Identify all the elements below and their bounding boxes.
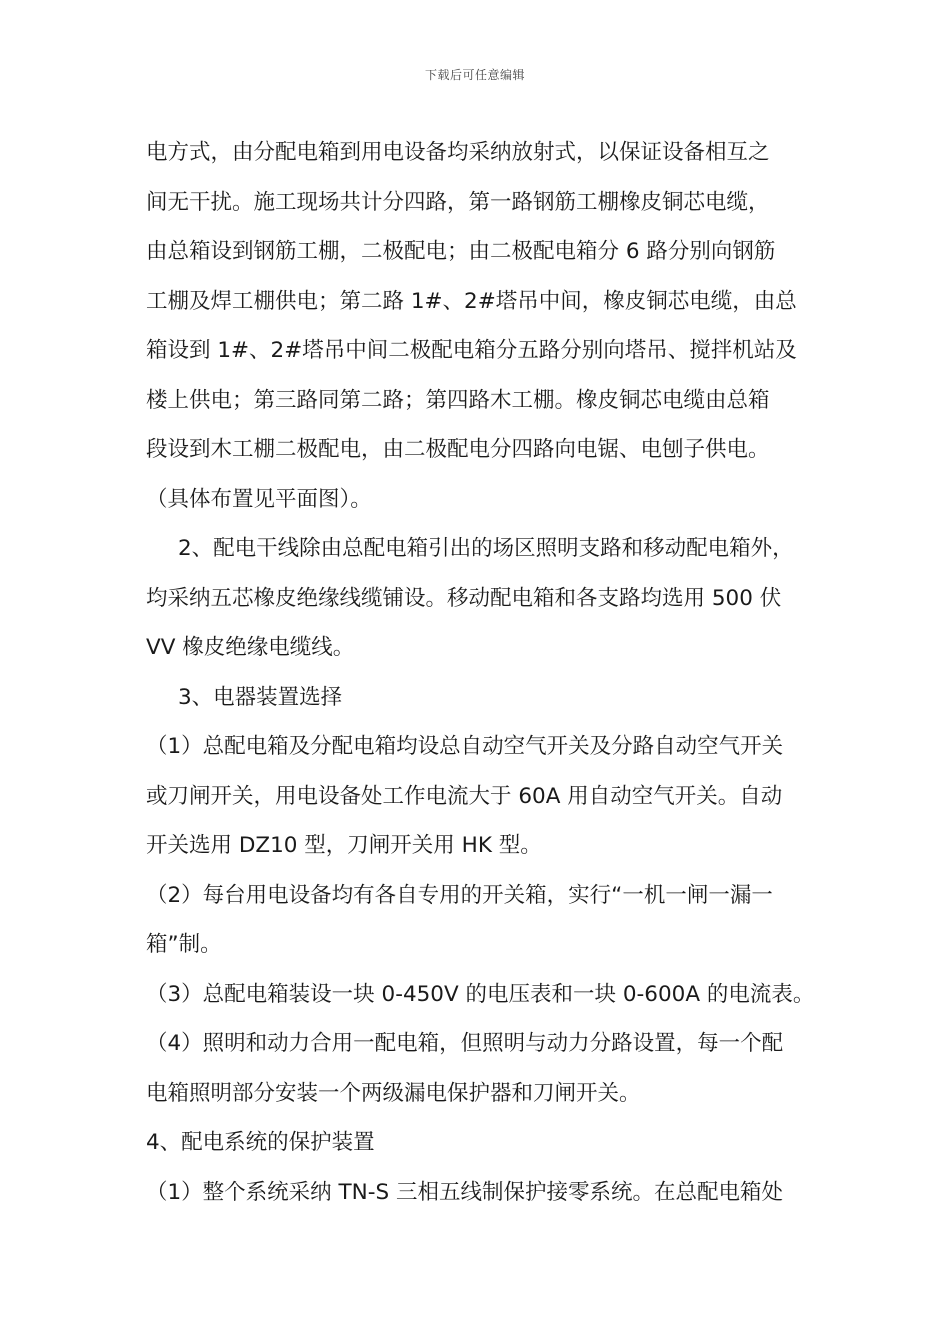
- text-line: 开关选用 DZ10 型，刀闸开关用 HK 型。: [146, 833, 542, 858]
- text-line: 箱设到 1#、2#塔吊中间二极配电箱分五路分别向塔吊、搅拌机站及: [146, 338, 797, 363]
- section-heading: 3、电器装置选择: [178, 684, 343, 710]
- text-line: （4）照明和动力合用一配电箱，但照明与动力分路设置，每一个配: [146, 1031, 784, 1056]
- text-line: 或刀闸开关，用电设备处工作电流大于 60A 用自动空气开关。自动: [146, 783, 783, 809]
- page-header: 下载后可任意编辑: [424, 68, 525, 82]
- text-line: 楼上供电；第三路同第二路；第四路木工棚。橡皮铜芯电缆由总箱: [146, 387, 770, 413]
- text-line: 电方式，由分配电箱到用电设备均采纳放射式，以保证设备相互之: [146, 140, 770, 165]
- text-line: （2）每台用电设备均有各自专用的开关箱，实行“一机一闸一漏一: [146, 882, 773, 908]
- text-line: （3）总配电箱装设一块 0-450V 的电压表和一块 0-600A 的电流表。: [146, 981, 814, 1007]
- text-line: （1）总配电箱及分配电箱均设总自动空气开关及分路自动空气开关: [146, 734, 784, 759]
- text-line: 间无干扰。施工现场共计分四路，第一路钢筋工棚橡皮铜芯电缆，: [146, 189, 770, 215]
- text-line: （具体布置见平面图）。: [146, 486, 372, 512]
- text-line: VV 橡皮绝缘电缆线。: [146, 635, 355, 660]
- text-line: 段设到木工棚二极配电，由二极配电分四路向电锯、电刨子供电。: [146, 437, 770, 462]
- text-line: 2、配电干线除由总配电箱引出的场区照明支路和移动配电箱外，: [178, 536, 794, 561]
- text-line: 均采纳五芯橡皮绝缘线缆铺设。移动配电箱和各支路均选用 500 伏: [146, 585, 782, 611]
- text-line: 电箱照明部分安装一个两级漏电保护器和刀闸开关。: [146, 1080, 641, 1106]
- document-body: [146, 128, 814, 1217]
- text-line: 由总箱设到钢筋工棚，二极配电；由二极配电箱分 6 路分别向钢筋: [146, 239, 776, 264]
- text-line: 工棚及焊工棚供电；第二路 1#、2#塔吊中间，橡皮铜芯电缆，由总: [146, 288, 797, 314]
- text-line: 箱”制。: [146, 932, 222, 957]
- text-line: （1）整个系统采纳 TN-S 三相五线制保护接零系统。在总配电箱处: [146, 1179, 783, 1205]
- section-heading: 4、配电系统的保护装置: [146, 1130, 375, 1155]
